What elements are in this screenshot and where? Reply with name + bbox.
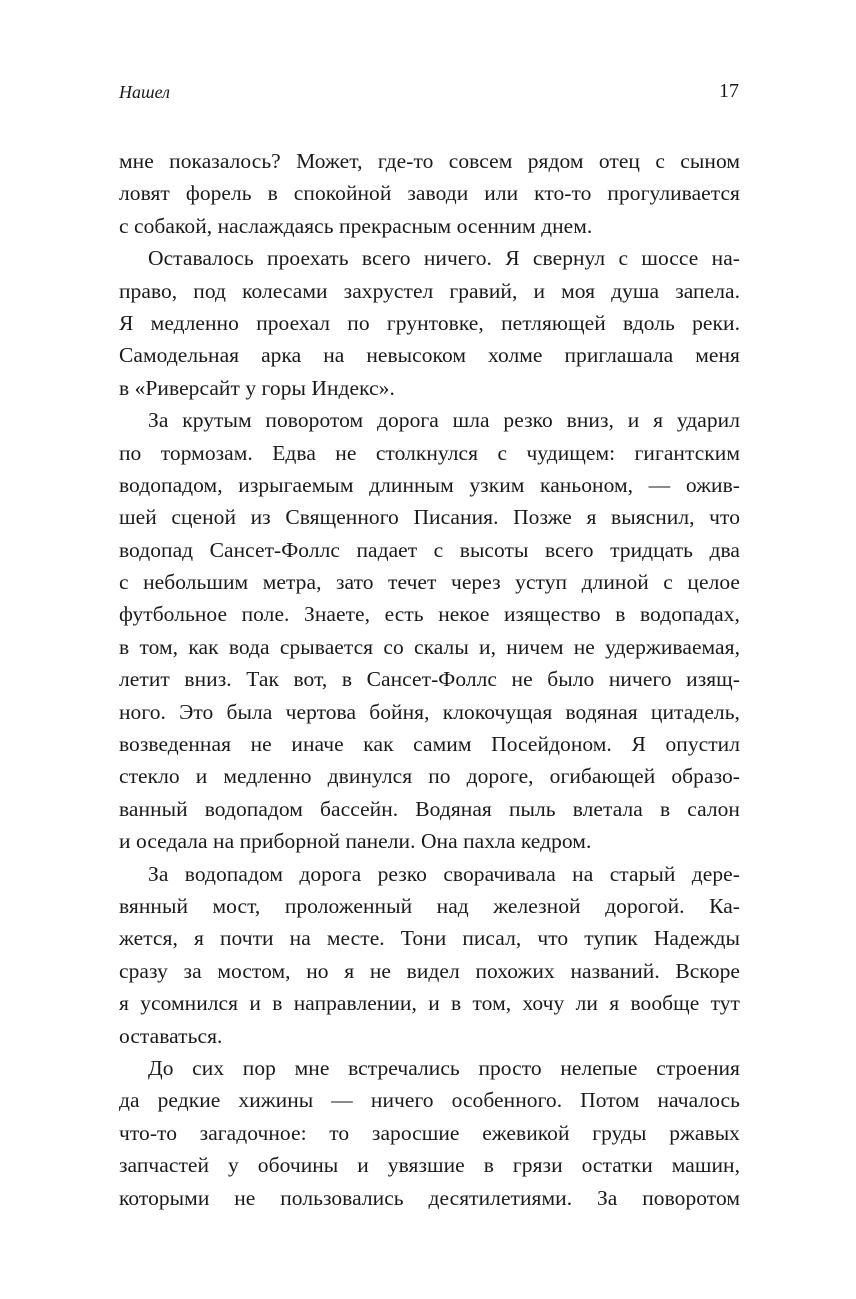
text-line: и оседала на приборной панели. Она пахла кедром.: [119, 829, 592, 854]
text-line: да редкие хижины — ничего особенного. Потом началось: [119, 1088, 740, 1113]
text-line: шей сценой из Священного Писания. Позже я выяснил, что: [119, 505, 740, 530]
text-line: запчастей у обочины и увязшие в грязи остатки машин,: [119, 1153, 740, 1178]
text-line: водопадом, изрыгаемым длинным узким каньоном, — ожив-: [119, 472, 740, 497]
body-text: [119, 145, 740, 1214]
page-number: 17: [719, 80, 739, 102]
paragraph-first-line: За крутым поворотом дорога шла резко вниз, и я ударил: [148, 408, 740, 433]
text-line: Я медленно проехал по грунтовке, петляющей вдоль реки.: [119, 310, 740, 335]
text-line: водопад Сансет-Фоллс падает с высоты всего тридцать два: [119, 537, 740, 562]
text-line: с собакой, наслаждаясь прекрасным осенним днем.: [119, 213, 593, 238]
text-line: оставаться.: [119, 1023, 223, 1048]
running-title: Нашел: [119, 82, 170, 102]
text-line: Самодельная арка на невысоком холме приглашала меня: [119, 343, 740, 368]
text-line: летит вниз. Так вот, в Сансет-Фоллс не было ничего изящ-: [119, 667, 740, 692]
text-line: сразу за мостом, но я не видел похожих названий. Вскоре: [119, 958, 740, 983]
text-line: в «Риверсайт у горы Индекс».: [119, 375, 395, 400]
text-line: футбольное поле. Знаете, есть некое изящество в водопадах,: [119, 602, 740, 627]
text-line: по тормозам. Едва не столкнулся с чудищем: гигантским: [119, 440, 740, 465]
text-line: возведенная не иначе как самим Посейдоном. Я опустил: [119, 732, 740, 757]
text-line: с небольшим метра, зато течет через уступ длиной с целое: [119, 570, 740, 595]
text-line: право, под колесами захрустел гравий, и моя душа запела.: [119, 278, 740, 303]
paragraph-first-line: До сих пор мне встречались просто нелепые строения: [148, 1055, 740, 1080]
text-line: что-то загадочное: то заросшие ежевикой груды ржавых: [119, 1120, 740, 1145]
text-line: в том, как вода срывается со скалы и, ничем не удерживаемая,: [119, 634, 740, 659]
text-line: ного. Это была чертова бойня, клокочущая водяная цитадель,: [119, 699, 740, 724]
paragraph-first-line: За водопадом дорога резко сворачивала на старый дере-: [148, 861, 740, 886]
text-line: жется, я почти на месте. Тони писал, что тупик Надежды: [119, 926, 740, 951]
text-line: ванный водопадом бассейн. Водяная пыль влетала в салон: [119, 796, 740, 821]
text-line: стекло и медленно двинулся по дороге, огибающей образо-: [119, 764, 740, 789]
paragraph-first-line: Оставалось проехать всего ничего. Я свернул с шоссе на-: [148, 246, 740, 271]
text-line: ловят форель в спокойной заводи или кто-то прогуливается: [119, 181, 740, 206]
text-line: мне показалось? Может, где-то совсем рядом отец с сыном: [119, 149, 740, 173]
text-line: вянный мост, проложенный над железной дорогой. Ка-: [119, 893, 740, 918]
text-line: которыми не пользовались десятилетиями. За поворотом: [119, 1185, 740, 1210]
text-line: я усомнился и в направлении, и в том, хочу ли я вообще тут: [119, 991, 740, 1016]
